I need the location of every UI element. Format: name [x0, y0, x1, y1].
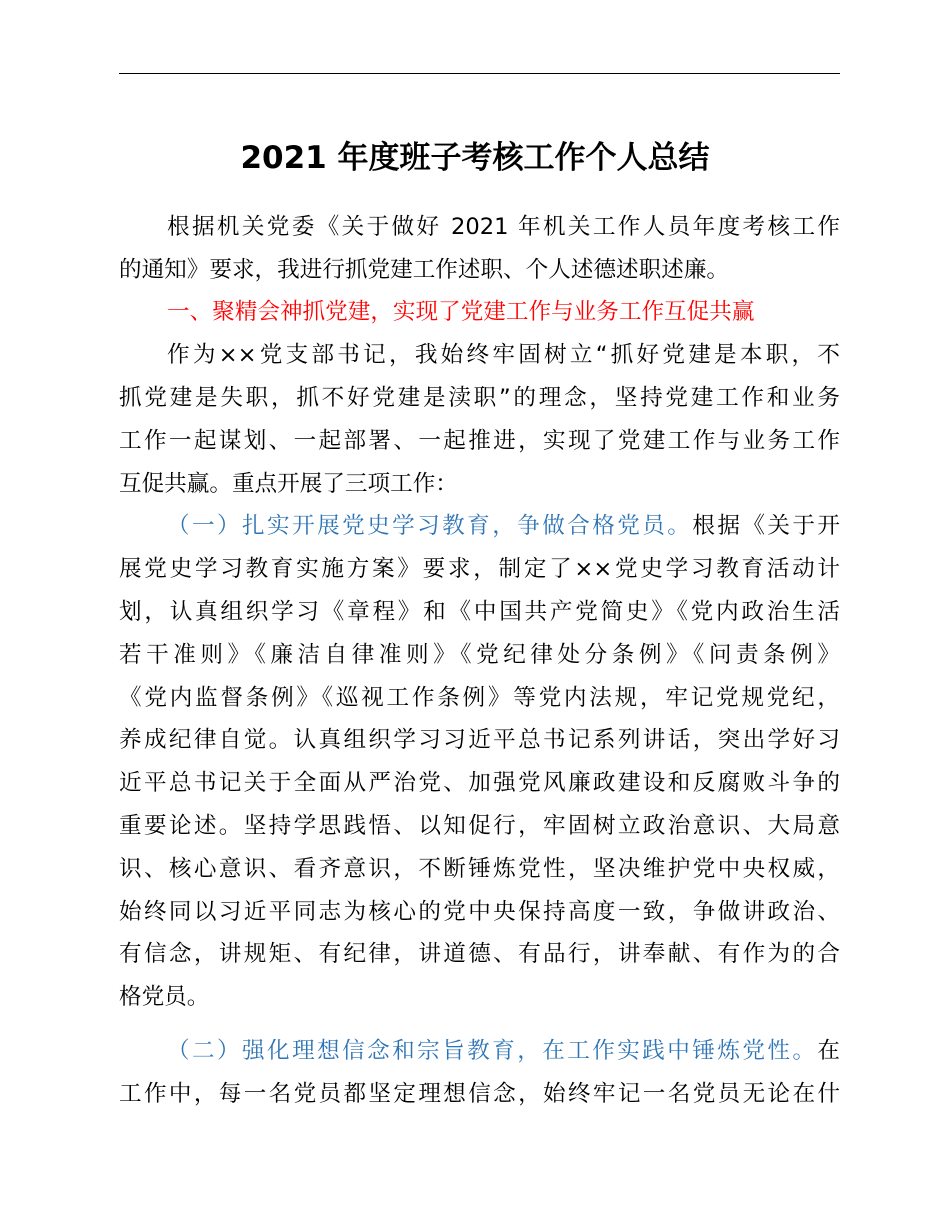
subsection-body-line: 有信念，讲规矩、有纪律，讲道德、有品行，讲奉献、有作为的合 — [119, 941, 840, 967]
subsection-heading: （一）扎实开展党史学习教育，争做合格党员。 — [167, 513, 693, 539]
section-heading: 一、聚精会神抓党建，实现了党建工作与业务工作互促共赢 — [167, 299, 755, 325]
subsection-body-line: 养成纪律自觉。认真组织学习习近平总书记系列讲话，突出学好习 — [119, 727, 840, 753]
section-body-line: 工作一起谋划、一起部署、一起推进，实现了党建工作与业务工作 — [119, 428, 840, 454]
subsection-body-line: 识、核心意识、看齐意识，不断锤炼党性，坚决维护党中央权威， — [119, 856, 840, 882]
subsection-heading: （二）强化理想信念和宗旨教育，在工作实践中锤炼党性。 — [167, 1038, 818, 1064]
subsection-body-line: 工作中，每一名党员都坚定理想信念，始终牢记一名党员无论在什 — [119, 1081, 840, 1107]
subsection-body-line: 划，认真组织学习《章程》和《中国共产党简史》《党内政治生活 — [119, 599, 840, 625]
intro-line: 的通知》要求，我进行抓党建工作述职、个人述德述职述廉。 — [119, 257, 730, 283]
section-body-line: 互促共赢。重点开展了三项工作： — [119, 471, 458, 497]
subsection-first-line — [167, 511, 840, 541]
subsection-body-line: 若干准则》《廉洁自律准则》《党纪律处分条例》《问责条例》 — [119, 642, 840, 668]
header-rule — [119, 73, 840, 74]
intro-line: 根据机关党委《关于做好 2021 年机关工作人员年度考核工作 — [167, 214, 840, 240]
subsection-body-line: 展党史学习教育实施方案》要求，制定了××党史学习教育活动计 — [119, 556, 840, 582]
section-body-line: 抓党建是失职，抓不好党建是渎职”的理念，坚持党建工作和业务 — [119, 385, 840, 411]
subsection-body-line: 重要论述。坚持学思践悟、以知促行，牢固树立政治意识、大局意 — [119, 813, 840, 839]
subsection-body-line: 《党内监督条例》《巡视工作条例》等党内法规，牢记党规党纪， — [119, 685, 840, 711]
subsection-body-line: 格党员。 — [119, 984, 210, 1010]
subsection-body-line: 始终同以习近平同志为核心的党中央保持高度一致，争做讲政治、 — [119, 899, 840, 925]
subsection-text: 根据《关于开 — [692, 513, 840, 539]
section-body-line: 作为××党支部书记，我始终牢固树立“抓好党建是本职，不 — [167, 342, 840, 368]
subsection-first-line — [167, 1036, 840, 1066]
subsection-text: 在 — [817, 1038, 840, 1064]
subsection-body-line: 近平总书记关于全面从严治党、加强党风廉政建设和反腐败斗争的 — [119, 770, 840, 796]
document-title: 2021 年度班子考核工作个人总结 — [240, 140, 710, 176]
